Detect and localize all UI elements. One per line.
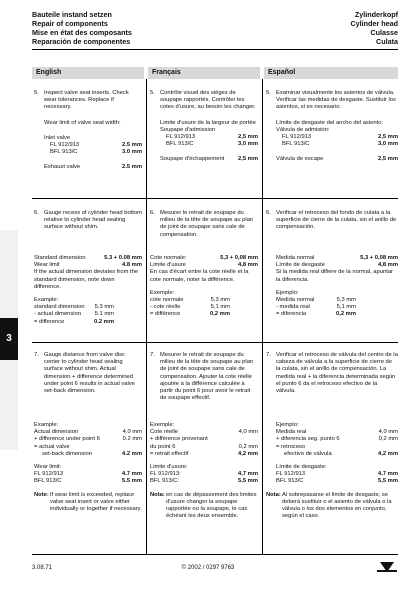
note-text: En cas d'écart entre la cote réelle et la cote normale, noter la différence. [150, 269, 249, 283]
spec-key: BFL 913/C [34, 478, 62, 485]
step-text: Gauge recess of cylinder head bottom relative to cylinder head sealing surface without shim. [44, 210, 142, 231]
step-text: Verificar el retroceso de válvula del centro de la cabeza de válvula a la superficie de cierre de la culata, sin el anillo de compensación. La medida real + la diferencia determinada según el punto 6 da el retroceso efectivo de la válvula. [276, 352, 398, 395]
spec-key: Cote normale: [150, 255, 187, 261]
calc-key: du point 6 [150, 443, 176, 450]
calc-key: = retrait effectif [150, 450, 189, 457]
spec-value: 4,8 mm [378, 262, 398, 269]
wear-label: Wear limit: [34, 464, 62, 471]
spec-value: 3,0 mm [238, 141, 258, 148]
step-text: Mesurer le retrait de soupape du milieu de la tête de soupape au plan de joint de soupape sans cale de compensation. [160, 210, 254, 238]
calc-key: = retroceso [276, 443, 306, 450]
calc-key: cote normale [150, 297, 184, 304]
wear-label: Limite d'usure: [150, 464, 188, 471]
spec-value: 2.5 mm [122, 164, 142, 171]
calc-key: + différence provenant [150, 436, 208, 443]
calc-value: 0,2 mm [378, 436, 398, 443]
step-number: 6. [266, 210, 271, 216]
inlet-label: Inlet valve [44, 134, 71, 141]
spec-key: Límite de desgaste [276, 262, 325, 269]
note-text: Al sobrepasarse el límite de desgaste, se deberá sustituir o el asiento de válvula o la válvula o los dos elementos en conjunto, según el caso. [282, 491, 392, 520]
header-left [32, 10, 132, 46]
calc-value: 5,3 mm [336, 297, 356, 304]
spec-value: 5,3 + 0,08 mm [220, 255, 258, 261]
calc-key: = diferencia [276, 311, 307, 318]
inlet-label: Válvula de admisión: [276, 126, 330, 133]
calc-value: 0,2 mm [238, 443, 258, 450]
spec-key: BFL 913/C: [150, 478, 180, 485]
step-number: 7. [34, 352, 39, 358]
calc-key: standard dimension [34, 304, 85, 311]
section-divider [32, 198, 398, 199]
spec-key: BFL 913/C [166, 141, 194, 148]
note-label: Note: [34, 491, 49, 498]
spec-key: FL 912/913 [276, 471, 306, 478]
example-label: Ejemplo: [276, 289, 299, 296]
spec-value: 2,5 mm [378, 156, 398, 163]
calc-key: Medida real [276, 429, 307, 436]
spec-key: Limite d'usure [150, 262, 186, 269]
calc-value: 0,2 mm [210, 311, 230, 318]
example-label: Ejemplo: [276, 422, 299, 428]
calc-key: efectivo de válvula [284, 450, 332, 457]
wear-label: Wear limit of valve seat width: [44, 119, 121, 126]
spec-key: FL 912/913 [282, 134, 312, 141]
spec-value: 4.7 mm [122, 471, 142, 478]
step-text: Contrôle visuel des sièges de soupape rapportés. Contrôler les cotes d'usure, au besoin les changer. [160, 90, 256, 111]
spec-key: Soupape d'échappement [160, 156, 225, 163]
calc-key: = différence [150, 311, 181, 318]
note-label: Nota: [266, 491, 281, 498]
step-number: 6. [150, 210, 155, 216]
step-text: Mesurer le retrait de soupape du milieu de la tête de soupape au plan de joint de soupape sans cale de compensation. Ajouter la cote réelle ajoutée à la différence calculée à partir du point 6 pour avoir le retrait de soupape effectif. [160, 352, 254, 402]
spec-value: 2,5 mm [238, 134, 258, 141]
step-7-values [34, 422, 142, 522]
calc-key: - cote réelle [150, 304, 181, 311]
calc-key: Medida normal [276, 297, 315, 304]
calc-key: + difference under point 6 [34, 436, 100, 443]
step-number: 5. [34, 90, 39, 96]
spec-key: BFL 913/C [282, 141, 310, 148]
calc-value: 5,1 mm [336, 304, 356, 311]
header-right-line: Culasse [370, 28, 398, 37]
calc-value: 0.2 mm [122, 436, 142, 443]
inlet-label: Soupape d'admission [160, 126, 216, 133]
step-text: Examinar visualmente los asientos de válvula. Verificar las medidas de desgaste. Sustituir los asientos, si es necesario. [276, 90, 396, 111]
calc-value: 5,1 mm [210, 304, 230, 311]
column-head-french: Français [148, 67, 260, 79]
calc-value: 4.2 mm [122, 450, 142, 457]
example-label: Example: [34, 297, 59, 304]
spec-value: 2,5 mm [378, 134, 398, 141]
note-text: If wear limit is exceeded, replace valve seat insert or valve either individually or together if necessary. [50, 491, 142, 513]
calc-key: + diferencia seg. punto 6 [276, 436, 340, 443]
spec-value: 4,7 mm [238, 471, 258, 478]
spec-key: Válvula de escape [276, 156, 324, 163]
step-text: Gauge distance from valve disc center to cylinder head sealing surface without shim. Actual dimension + difference determined under point 6 results in actual valve set-back dimension. [44, 352, 135, 395]
spec-key: FL 912/913 [166, 134, 196, 141]
spec-value: 2.5 mm [122, 142, 142, 149]
calc-key: Cote réelle [150, 429, 179, 436]
column-divider [146, 79, 147, 554]
calc-value: 4.0 mm [122, 429, 142, 436]
step-number: 6. [34, 210, 39, 216]
spec-key: FL 912/913: [150, 471, 181, 478]
spec-value: 5,5 mm [238, 478, 258, 485]
footer-rule [32, 554, 398, 555]
calc-value: 4,0 mm [378, 429, 398, 436]
example-label: Exemple: [150, 422, 175, 428]
column-head-spanish: Español [264, 67, 398, 79]
header-left-line: Mise en état des composants [32, 28, 132, 37]
section-tab: 3 [0, 318, 18, 360]
spec-value: 5.5 mm [122, 478, 142, 485]
spec-value: 4,7 mm [378, 471, 398, 478]
spec-value: 4.8 mm [122, 262, 142, 269]
step-number: 7. [266, 352, 271, 358]
note-text: en cas de dépassement des limites d'usure changer la soupape rapportée ou la soupape, le cas échéant les deux ensemble. [166, 491, 257, 520]
calc-key: set-back dimension [42, 450, 92, 457]
step-number: 5. [150, 90, 155, 96]
step-text: Verificar el retroceso del fondo de culata a la superficie de cierre de la culata, sin el anillo de compensación. [276, 210, 397, 231]
step-number: 7. [150, 352, 155, 358]
column-head-english: English [32, 67, 144, 79]
spec-value: 3,0 mm [378, 141, 398, 148]
example-label: Example: [34, 422, 59, 428]
example-label: Exemple: [150, 289, 175, 296]
note-label: Nota: [150, 491, 165, 498]
spec-key: Standard dimension [34, 255, 86, 261]
calc-key: - actual dimension [34, 311, 82, 318]
wear-label: Límite de desgaste del ancho del asiento: [276, 119, 383, 126]
spec-key: FL 912/913 [34, 471, 64, 478]
step-7-values [266, 422, 398, 522]
column-divider [262, 79, 263, 554]
calc-value: 5.3 mm [94, 304, 114, 311]
wear-label: Límite de desgaste: [276, 464, 327, 471]
note-text: If the actual dimension deviates from the standard dimension, note down difference. [34, 269, 139, 290]
calc-value: 0.2 mm [94, 318, 114, 325]
header-rule [32, 49, 398, 50]
wear-label: Limite d'usure de la largeur de portée [160, 119, 256, 126]
copyright: © 2002 / 0297 9763 [181, 565, 235, 571]
spec-key: Exhaust valve [44, 164, 81, 171]
header-left-line: Bauteile instand setzen [32, 10, 112, 19]
header-right-line: Cylinder head [350, 19, 398, 28]
calc-value: 5.1 mm [94, 311, 114, 318]
calc-value: 4,2 mm [378, 450, 398, 457]
calc-key: - medida real [276, 304, 310, 311]
calc-value: 5,3 mm [210, 297, 230, 304]
step-6-values [150, 255, 258, 319]
spec-key: BFL 913/C [276, 478, 304, 485]
spec-value: 3.0 mm [122, 149, 142, 156]
spec-value: 5.3 + 0.08 mm [104, 255, 142, 261]
calc-key: = actual valve [34, 443, 70, 450]
calc-value: 4,0 mm [238, 429, 258, 436]
deutz-logo-icon [376, 561, 398, 573]
step-6-values [34, 255, 142, 326]
step-text: Inspect valve seat inserts. Check wear tolerances. Replace if necessary. [44, 90, 129, 111]
header-left-line: Reparación de componentes [32, 37, 131, 46]
step-6-values [266, 255, 398, 319]
calc-value: 4,2 mm [238, 450, 258, 457]
header-left-line: Repair of components [32, 19, 108, 28]
header-right-line: Zylinderkopf [354, 10, 398, 19]
note-text: Si la medida real difiere de la normal, apuntar la diferencia. [276, 269, 393, 283]
spec-key: FL 912/913 [50, 142, 80, 149]
step-7-values [150, 422, 258, 522]
calc-key: = difference [34, 318, 65, 325]
header-right [350, 10, 398, 46]
spec-value: 5,3 + 0,08 mm [360, 255, 398, 261]
spec-value: 2,5 mm [238, 156, 258, 163]
spec-value: 4,8 mm [238, 262, 258, 269]
spec-value: 5,5 mm [378, 478, 398, 485]
step-number: 5. [266, 90, 271, 96]
header-right-line: Culata [376, 37, 398, 46]
section-divider [32, 342, 398, 343]
page-code: 3.08.71 [32, 565, 53, 571]
spec-key: BFL 913/C [50, 149, 78, 156]
calc-key: Actual dimension [34, 429, 79, 436]
spec-key: Wear limit [34, 262, 60, 269]
calc-value: 0,2 mm [336, 311, 356, 318]
spec-key: Medida normal [276, 255, 315, 261]
